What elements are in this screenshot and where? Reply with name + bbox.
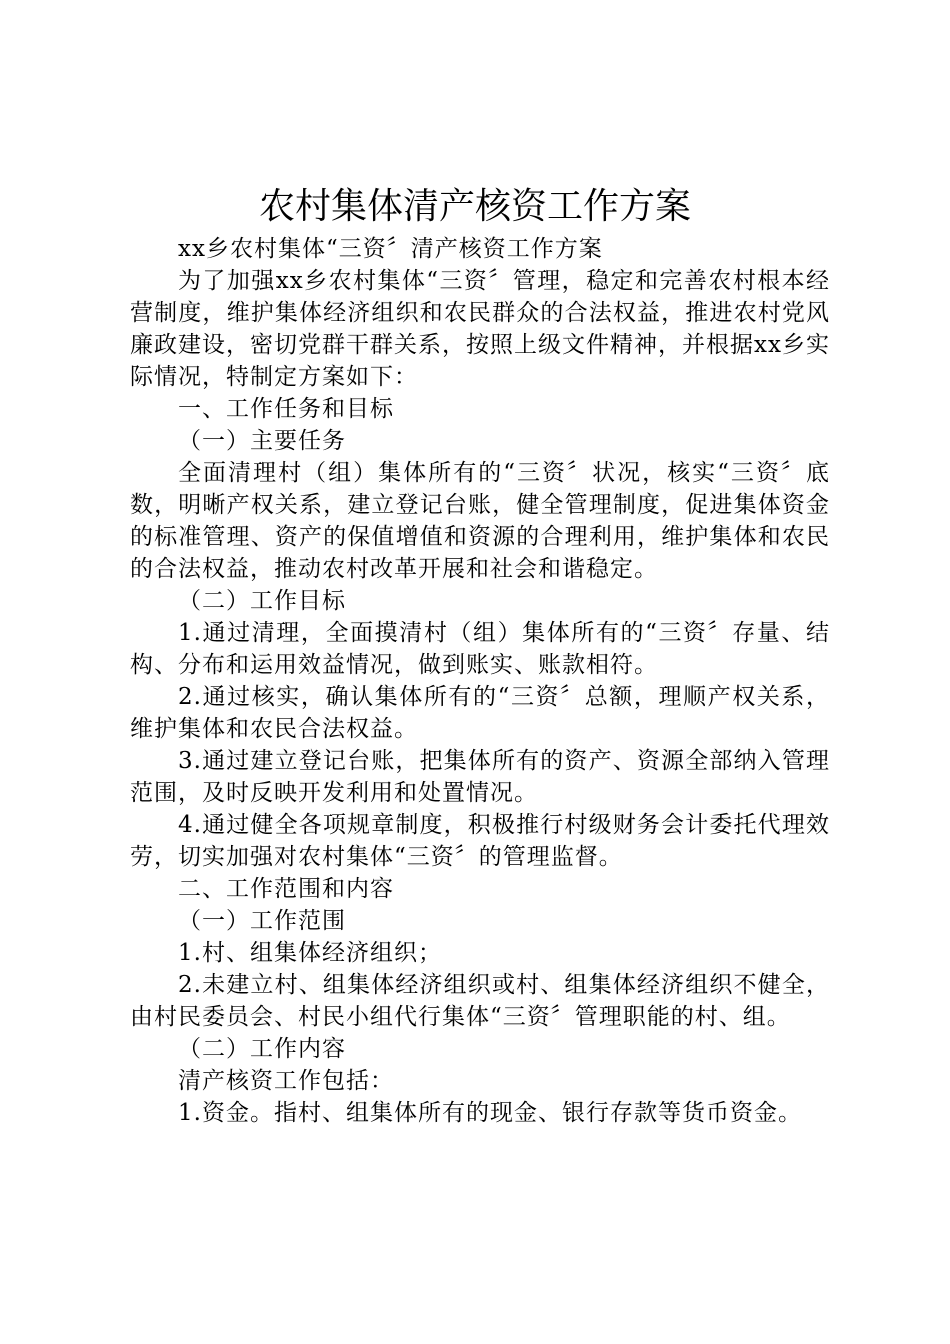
scope-item-1: 1.村、组集体经济组织； [178,940,442,966]
goal-item-3: 3.通过建立登记台账，把集体所有的资产、资源全部纳入管理范围，及时反映开发利用和处置情况。 [130,748,830,806]
subsection-heading-work-content: （二）工作内容 [178,1036,346,1062]
subsection-heading-work-scope: （一）工作范围 [178,908,346,934]
main-tasks-paragraph: 全面清理村（组）集体所有的“三资〞状况，核实“三资〞底数，明晰产权关系，建立登记台账，健全管理制度，促进集体资金的标准管理、资产的保值增值和资源的合理利用，维护集体和农民的合法权益，推动农村改革开展和社会和谐稳定。 [130,460,830,582]
document-body [130,233,830,1129]
content-intro: 清产核资工作包括： [178,1068,394,1094]
goal-item-4: 4.通过健全各项规章制度，积极推行村级财务会计委托代理效劳，切实加强对农村集体“三资〞的管理监督。 [130,812,830,870]
scope-item-2: 2.未建立村、组集体经济组织或村、组集体经济组织不健全，由村民委员会、村民小组代行集体“三资〞管理职能的村、组。 [130,972,830,1030]
section-heading-2: 二、工作范围和内容 [178,876,394,902]
subtitle-paragraph: xx乡农村集体“三资〞清产核资工作方案 [178,236,603,262]
goal-item-1: 1.通过清理，全面摸清村（组）集体所有的“三资〞存量、结构、分布和运用效益情况，做到账实、账款相符。 [130,620,830,678]
subsection-heading-main-tasks: （一）主要任务 [178,428,346,454]
goal-item-2: 2.通过核实，确认集体所有的“三资〞总额，理顺产权关系，维护集体和农民合法权益。 [130,684,830,742]
intro-paragraph: 为了加强xx乡农村集体“三资〞管理，稳定和完善农村根本经营制度，维护集体经济组织和农民群众的合法权益，推进农村党风廉政建设，密切党群干群关系，按照上级文件精神，并根据xx乡实际情况，特制定方案如下： [130,268,830,390]
document-title: 农村集体清产核资工作方案 [258,186,691,227]
subsection-heading-work-goals: （二）工作目标 [178,588,346,614]
content-item-1: 1.资金。指村、组集体所有的现金、银行存款等货币资金。 [178,1100,802,1126]
section-heading-1: 一、工作任务和目标 [178,396,394,422]
